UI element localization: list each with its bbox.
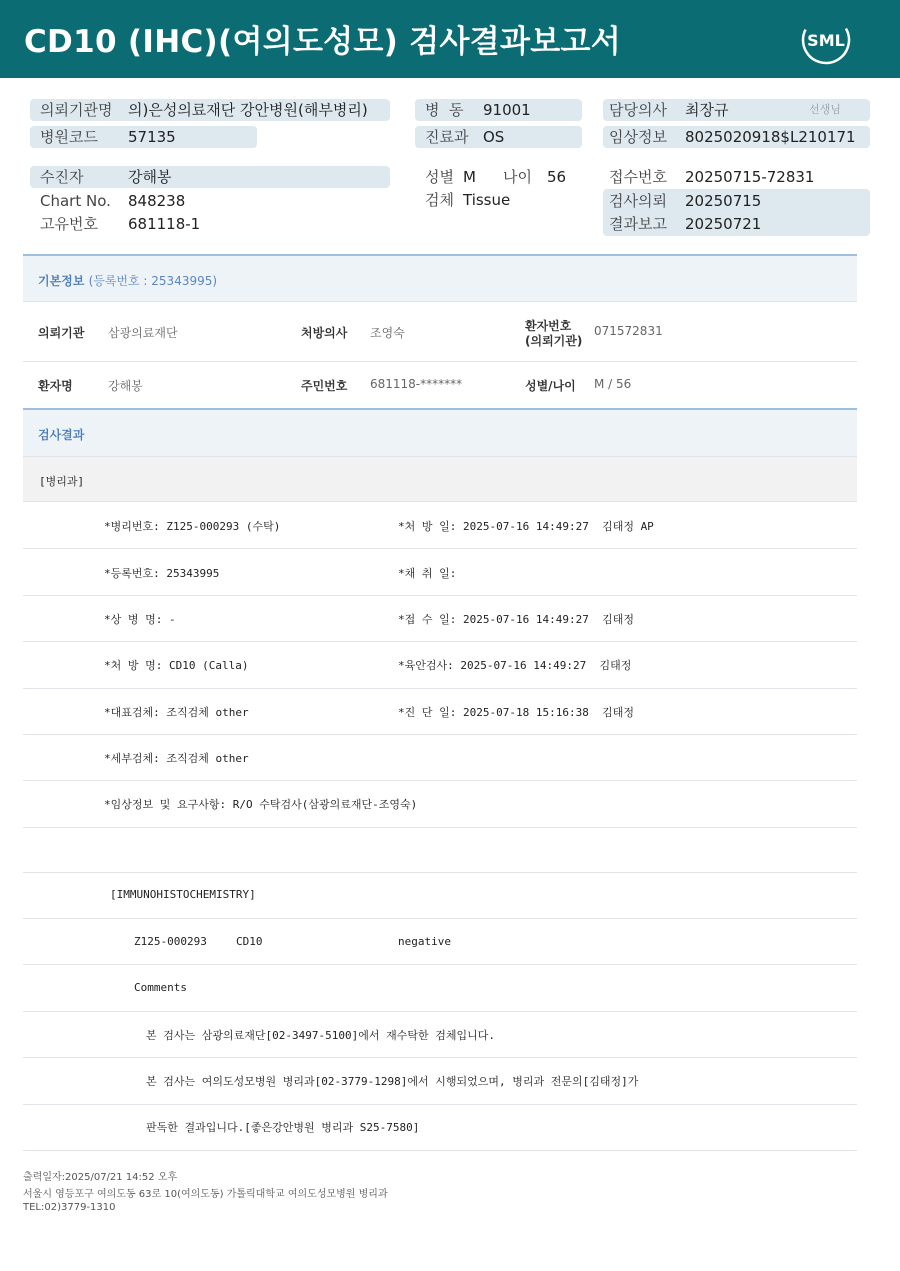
result-line-right: *진 단 일: 2025-07-18 15:16:38 김태정 — [398, 706, 634, 719]
comment-line: 본 검사는 여의도성모병원 병리과[02-3779-1298]에서 시행되었으며, 병리과 전문의[김태정]가 — [146, 1075, 639, 1088]
comment-line: 본 검사는 삼광의료재단[02-3497-5100]에서 재수탁한 검체입니다. — [146, 1029, 495, 1042]
value: 57135 — [128, 128, 176, 146]
label: 병원코드 — [40, 128, 98, 146]
sex-label: 성별 — [425, 168, 454, 186]
age-value: 56 — [547, 168, 567, 186]
summary-hospital-code — [30, 126, 257, 148]
label: 의뢰기관 — [38, 326, 85, 340]
result-line-left: *상 병 명: - — [104, 613, 176, 626]
result-line-right: *접 수 일: 2025-07-16 14:49:27 김태정 — [398, 613, 634, 626]
label: (의뢰기관) — [525, 334, 583, 348]
value: 071572831 — [594, 324, 663, 338]
result-line-right: *채 취 일: — [398, 567, 457, 580]
value: 강해봉 — [128, 168, 172, 186]
result-line-left: *대표검체: 조직검체 other — [104, 706, 249, 719]
value: 681118-******* — [370, 377, 463, 391]
summary-result-report — [603, 213, 870, 235]
divider — [23, 827, 857, 828]
basic-info-heading — [23, 254, 857, 302]
divider — [23, 1150, 857, 1151]
summary-department — [415, 126, 582, 148]
label: 처방의사 — [301, 326, 348, 340]
result-line-left: *처 방 명: CD10 (Calla) — [104, 659, 249, 672]
summary-requesting-institution — [30, 99, 390, 121]
divider — [23, 918, 857, 919]
report-header — [0, 0, 900, 78]
summary-examinee — [30, 166, 390, 188]
comments-label: Comments — [134, 981, 187, 994]
summary-ward — [415, 99, 582, 121]
value: 20250715-72831 — [685, 168, 815, 186]
basic-info-title: 기본정보 — [38, 274, 85, 288]
label: 병 동 — [425, 101, 464, 119]
results-title: 검사결과 — [38, 428, 85, 442]
ihc-marker: CD10 — [236, 935, 263, 948]
divider — [23, 641, 857, 642]
results-heading — [23, 408, 857, 456]
result-line-left: *세부검체: 조직검체 other — [104, 752, 249, 765]
sml-logo — [800, 14, 852, 66]
label: 의뢰기관명 — [40, 101, 113, 119]
label: 주민번호 — [301, 379, 348, 393]
result-line-right: *처 방 일: 2025-07-16 14:49:27 김태정 AP — [398, 520, 654, 533]
value: OS — [483, 128, 505, 146]
label: 접수번호 — [609, 168, 667, 186]
label: 환자번호 — [525, 319, 572, 333]
registration-no: (등록번호 : 25343995) — [88, 274, 218, 288]
divider — [23, 1057, 857, 1058]
summary-test-request — [603, 190, 870, 212]
value: 20250721 — [685, 215, 762, 233]
value: Tissue — [463, 191, 511, 209]
label: 임상정보 — [609, 128, 667, 146]
age-label: 나이 — [503, 168, 532, 186]
ihc-case-no: Z125-000293 — [134, 935, 207, 948]
value: M / 56 — [594, 377, 632, 391]
label: 결과보고 — [609, 215, 667, 233]
divider — [23, 734, 857, 735]
basic-info-row-2 — [23, 362, 857, 408]
sex-value: M — [463, 168, 476, 186]
divider — [23, 1011, 857, 1012]
label: 환자명 — [38, 379, 73, 393]
summary-unique-no — [30, 213, 390, 235]
comment-line: 판독한 결과입니다.[좋은강안병원 병리과 S25-7580] — [146, 1121, 420, 1134]
summary-clinical-info — [603, 126, 870, 148]
value: 91001 — [483, 101, 531, 119]
sml-logo-icon — [800, 14, 852, 66]
value: 최장규 — [685, 101, 729, 119]
divider — [23, 1104, 857, 1105]
value: 681118-1 — [128, 215, 201, 233]
value: 20250715 — [685, 192, 762, 210]
value: 의)은성의료재단 강안병원(해부병리) — [128, 101, 368, 119]
ihc-heading: [IMMUNOHISTOCHEMISTRY] — [110, 888, 256, 901]
divider — [23, 595, 857, 596]
value: 8025020918$L210171 — [685, 128, 856, 146]
value: 강해봉 — [108, 379, 143, 393]
divider — [23, 964, 857, 965]
result-line-right: *육안검사: 2025-07-16 14:49:27 김태정 — [398, 659, 632, 672]
label: 진료과 — [425, 128, 469, 146]
value: 삼광의료재단 — [108, 326, 178, 340]
value: 848238 — [128, 192, 186, 210]
department-tag-row — [23, 456, 857, 502]
label: 고유번호 — [40, 215, 98, 233]
label: 성별/나이 — [525, 379, 576, 393]
ihc-result: negative — [398, 935, 451, 948]
label: 검체 — [425, 191, 454, 209]
footer-print-date: 출력일자:2025/07/21 14:52 오후 — [23, 1172, 178, 1183]
label: 수진자 — [40, 168, 84, 186]
basic-info-row-1 — [23, 302, 857, 362]
divider — [23, 872, 857, 873]
label: Chart No. — [40, 192, 111, 210]
divider — [23, 780, 857, 781]
label: 검사의뢰 — [609, 192, 667, 210]
doctor-suffix: 선생님 — [809, 103, 841, 116]
result-line-left: *임상정보 및 요구사항: R/O 수탁검사(삼광의료재단-조영숙) — [104, 798, 418, 811]
result-line-left: *등록번호: 25343995 — [104, 567, 220, 580]
result-line-left: *병리번호: Z125-000293 (수탁) — [104, 520, 281, 533]
summary-receipt-no — [603, 166, 870, 188]
department-tag: [병리과] — [39, 475, 85, 488]
label: 담당의사 — [609, 101, 667, 119]
footer-tel: TEL:02)3779-1310 — [23, 1202, 116, 1213]
footer-address: 서울시 영등포구 여의도동 63로 10(여의도동) 가톨릭대학교 여의도성모병원 병리과 — [23, 1189, 388, 1200]
divider — [23, 688, 857, 689]
logo-text: SML — [807, 31, 845, 50]
summary-specimen — [415, 189, 585, 211]
summary-chart-no — [30, 190, 390, 212]
summary-doctor — [603, 99, 870, 121]
report-title: CD10 (IHC)(여의도성모) 검사결과보고서 — [24, 24, 621, 60]
summary-sex-age — [415, 166, 585, 188]
value: 조영숙 — [370, 326, 405, 340]
divider — [23, 548, 857, 549]
